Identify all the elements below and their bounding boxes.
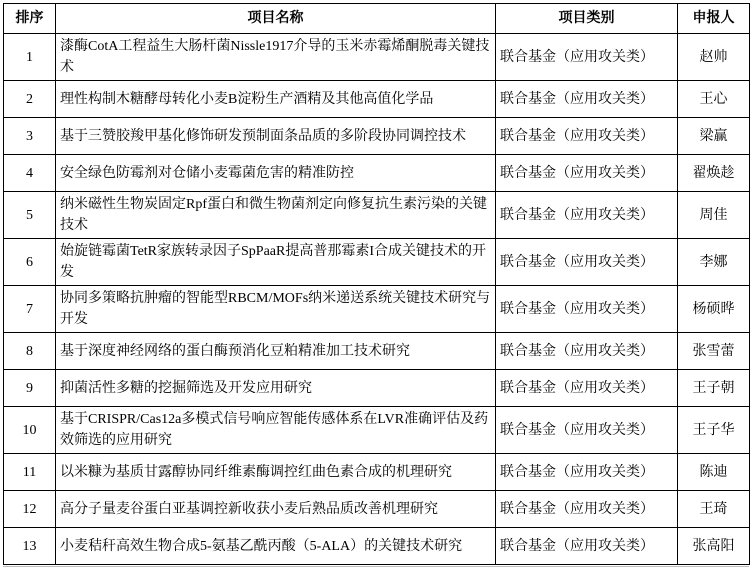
cell-project-category: 联合基金（应用攻关类） [496, 155, 678, 192]
table-row [4, 407, 750, 454]
header-row [4, 4, 750, 34]
col-header-rank: 排序 [4, 4, 56, 34]
cell-applicant: 杨硕晔 [678, 286, 750, 333]
cell-applicant: 王子朝 [678, 370, 750, 407]
cell-project-category: 联合基金（应用攻关类） [496, 192, 678, 239]
cell-applicant: 李娜 [678, 239, 750, 286]
cell-project-category: 联合基金（应用攻关类） [496, 81, 678, 118]
table-row [4, 239, 750, 286]
next-table-row-edge [3, 566, 749, 567]
cell-project-category: 联合基金（应用攻关类） [496, 370, 678, 407]
cell-project-name: 漆酶CotA工程益生大肠杆菌Nissle1917介导的玉米赤霉烯酮脱毒关键技术 [56, 34, 496, 81]
table-row [4, 333, 750, 370]
table-row [4, 81, 750, 118]
cell-rank: 9 [4, 370, 56, 407]
table-body [4, 34, 750, 565]
cell-applicant: 王琦 [678, 491, 750, 528]
cell-project-name: 始旋链霉菌TetR家族转录因子SpPaaR提高普那霉素I合成关键技术的开发 [56, 239, 496, 286]
table-row [4, 370, 750, 407]
cell-project-name: 基于CRISPR/Cas12a多模式信号响应智能传感体系在LVR准确评估及药效筛选的应用研究 [56, 407, 496, 454]
table-row [4, 118, 750, 155]
cell-project-name: 协同多策略抗肿瘤的智能型RBCM/MOFs纳米递送系统关键技术研究与开发 [56, 286, 496, 333]
cell-rank: 11 [4, 454, 56, 491]
cell-project-category: 联合基金（应用攻关类） [496, 454, 678, 491]
cell-project-category: 联合基金（应用攻关类） [496, 118, 678, 155]
cell-project-category: 联合基金（应用攻关类） [496, 286, 678, 333]
cell-rank: 12 [4, 491, 56, 528]
cell-applicant: 张雪蕾 [678, 333, 750, 370]
cell-project-name: 小麦秸秆高效生物合成5-氨基乙酰丙酸（5-ALA）的关键技术研究 [56, 528, 496, 565]
cell-applicant: 周佳 [678, 192, 750, 239]
table-row [4, 34, 750, 81]
cell-project-name: 基于深度神经网络的蛋白酶预消化豆粕精准加工技术研究 [56, 333, 496, 370]
cell-applicant: 王心 [678, 81, 750, 118]
table-row [4, 454, 750, 491]
cell-rank: 5 [4, 192, 56, 239]
cell-rank: 7 [4, 286, 56, 333]
cell-project-category: 联合基金（应用攻关类） [496, 528, 678, 565]
table-row [4, 155, 750, 192]
cell-applicant: 张高阳 [678, 528, 750, 565]
cell-rank: 3 [4, 118, 56, 155]
cell-project-name: 安全绿色防霉剂对仓储小麦霉菌危害的精准防控 [56, 155, 496, 192]
table-row [4, 528, 750, 565]
cell-project-name: 基于三赞胶羧甲基化修饰研发预制面条品质的多阶段协同调控技术 [56, 118, 496, 155]
col-header-project-name: 项目名称 [56, 4, 496, 34]
cell-applicant: 陈迪 [678, 454, 750, 491]
cell-rank: 10 [4, 407, 56, 454]
cell-project-category: 联合基金（应用攻关类） [496, 34, 678, 81]
cell-rank: 6 [4, 239, 56, 286]
table-row [4, 286, 750, 333]
cell-rank: 2 [4, 81, 56, 118]
table-row [4, 192, 750, 239]
cell-applicant: 翟焕趁 [678, 155, 750, 192]
cell-rank: 8 [4, 333, 56, 370]
cell-applicant: 梁赢 [678, 118, 750, 155]
cell-project-name: 抑菌活性多糖的挖掘筛选及开发应用研究 [56, 370, 496, 407]
cell-project-category: 联合基金（应用攻关类） [496, 491, 678, 528]
cell-applicant: 王子华 [678, 407, 750, 454]
cell-project-category: 联合基金（应用攻关类） [496, 333, 678, 370]
projects-table [3, 3, 750, 565]
cell-project-name: 以米糠为基质甘露醇协同纤维素酶调控红曲色素合成的机理研究 [56, 454, 496, 491]
cell-applicant: 赵帅 [678, 34, 750, 81]
cell-project-category: 联合基金（应用攻关类） [496, 239, 678, 286]
cell-project-name: 高分子量麦谷蛋白亚基调控新收获小麦后熟品质改善机理研究 [56, 491, 496, 528]
col-header-applicant: 申报人 [678, 4, 750, 34]
cell-rank: 4 [4, 155, 56, 192]
cell-project-name: 纳米磁性生物炭固定Rpf蛋白和微生物菌剂定向修复抗生素污染的关键技术 [56, 192, 496, 239]
col-header-project-category: 项目类别 [496, 4, 678, 34]
cell-project-category: 联合基金（应用攻关类） [496, 407, 678, 454]
cell-rank: 13 [4, 528, 56, 565]
table-row [4, 491, 750, 528]
cell-project-name: 理性构制木糖酵母转化小麦B淀粉生产酒精及其他高值化学品 [56, 81, 496, 118]
cell-rank: 1 [4, 34, 56, 81]
